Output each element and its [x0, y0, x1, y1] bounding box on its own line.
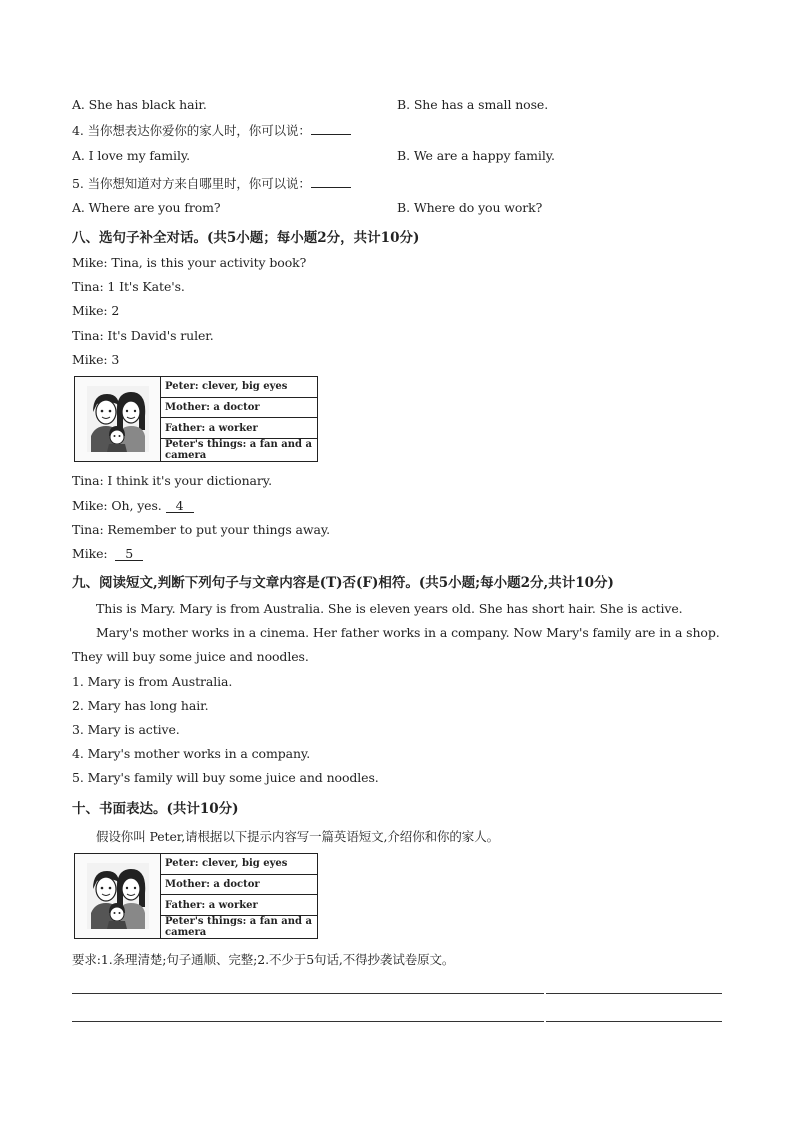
tf-item-4: 4. Mary's mother works in a company.: [72, 746, 311, 761]
section9-heading: 九、阅读短文,判断下列句子与文章内容是(T)否(F)相符。(共5小题;每小题2分,共计10分): [72, 575, 614, 591]
q3-option-a: A. She has black hair.: [72, 97, 207, 112]
dialog-line-6: Tina: I think it's your dictionary.: [72, 473, 272, 488]
writing-requirement: 要求:1.条理清楚;句子通顺、完整;2.不少于5句话,不得抄袭试卷原文。: [72, 952, 455, 967]
q4-blank[interactable]: [311, 122, 351, 135]
figure-row-father: Father: a worker: [161, 895, 317, 916]
dialog-line-2: Tina: 1 It's Kate's.: [72, 279, 185, 294]
figure-row-things: Peter's things: a fan and a camera: [165, 439, 312, 462]
figure-row-mother: Mother: a doctor: [161, 398, 317, 419]
q3-option-b: B. She has a small nose.: [397, 97, 549, 112]
tf-item-5: 5. Mary's family will buy some juice and noodles.: [72, 770, 379, 785]
dialog-line-9: Mike: 5: [72, 546, 143, 561]
passage-para-2-cont: They will buy some juice and noodles.: [72, 649, 309, 664]
dialog-line-8: Tina: Remember to put your things away.: [72, 522, 331, 537]
figure-row-things: Peter's things: a fan and a camera: [165, 916, 312, 939]
figure-info-rows-2: [161, 854, 317, 938]
figure-row-peter: Peter: clever, big eyes: [161, 377, 317, 398]
q4-prompt: 4. 当你想表达你爱你的家人时，你可以说：: [72, 121, 351, 139]
writing-prompt: 假设你叫 Peter,请根据以下提示内容写一篇英语短文,介绍你和你的家人。: [96, 829, 499, 844]
q5-option-b: B. Where do you work?: [397, 200, 543, 215]
writing-line-2a[interactable]: [72, 1021, 544, 1022]
writing-line-1a[interactable]: [72, 993, 544, 994]
figure-row-peter: Peter: clever, big eyes: [161, 854, 317, 875]
dialog-line-3: Mike: 2: [72, 303, 120, 318]
dialog-blank-4[interactable]: 4: [166, 499, 194, 513]
section8-heading: 八、选句子补全对话。(共5小题；每小题2分，共计10分): [72, 230, 420, 246]
figure-row-mother: Mother: a doctor: [161, 875, 317, 896]
q5-blank[interactable]: [311, 175, 351, 188]
q4-option-b: B. We are a happy family.: [397, 148, 555, 163]
q5-option-a: A. Where are you from?: [72, 200, 221, 215]
tf-item-1: 1. Mary is from Australia.: [72, 674, 233, 689]
q5-prompt: 5. 当你想知道对方来自哪里时，你可以说：: [72, 174, 351, 192]
tf-item-2: 2. Mary has long hair.: [72, 698, 209, 713]
figure-row-father: Father: a worker: [161, 418, 317, 439]
dialog-blank-5[interactable]: 5: [115, 547, 143, 561]
writing-line-1b[interactable]: [546, 993, 722, 994]
writing-line-2b[interactable]: [546, 1021, 722, 1022]
dialog-line-5: Mike: 3: [72, 352, 120, 367]
dialog-line-4: Tina: It's David's ruler.: [72, 328, 214, 343]
passage-para-1: This is Mary. Mary is from Australia. She is eleven years old. She has short hair. She is active.: [96, 601, 683, 616]
family-portrait-image-2: [75, 854, 161, 938]
tf-item-3: 3. Mary is active.: [72, 722, 180, 737]
family-portrait-icon: [87, 863, 149, 929]
dialog-line-7: Mike: Oh, yes. 4: [72, 498, 194, 513]
passage-para-2: Mary's mother works in a cinema. Her father works in a company. Now Mary's family are in a shop.: [96, 625, 720, 640]
q4-option-a: A. I love my family.: [72, 148, 191, 163]
family-portrait-icon: [87, 386, 149, 452]
dialog-line-1: Mike: Tina, is this your activity book?: [72, 255, 307, 270]
figure-info-rows: [161, 377, 317, 461]
family-portrait-image: [75, 377, 161, 461]
family-info-figure-2: [74, 853, 318, 939]
family-info-figure: [74, 376, 318, 462]
section10-heading: 十、书面表达。(共计10分): [72, 801, 239, 817]
